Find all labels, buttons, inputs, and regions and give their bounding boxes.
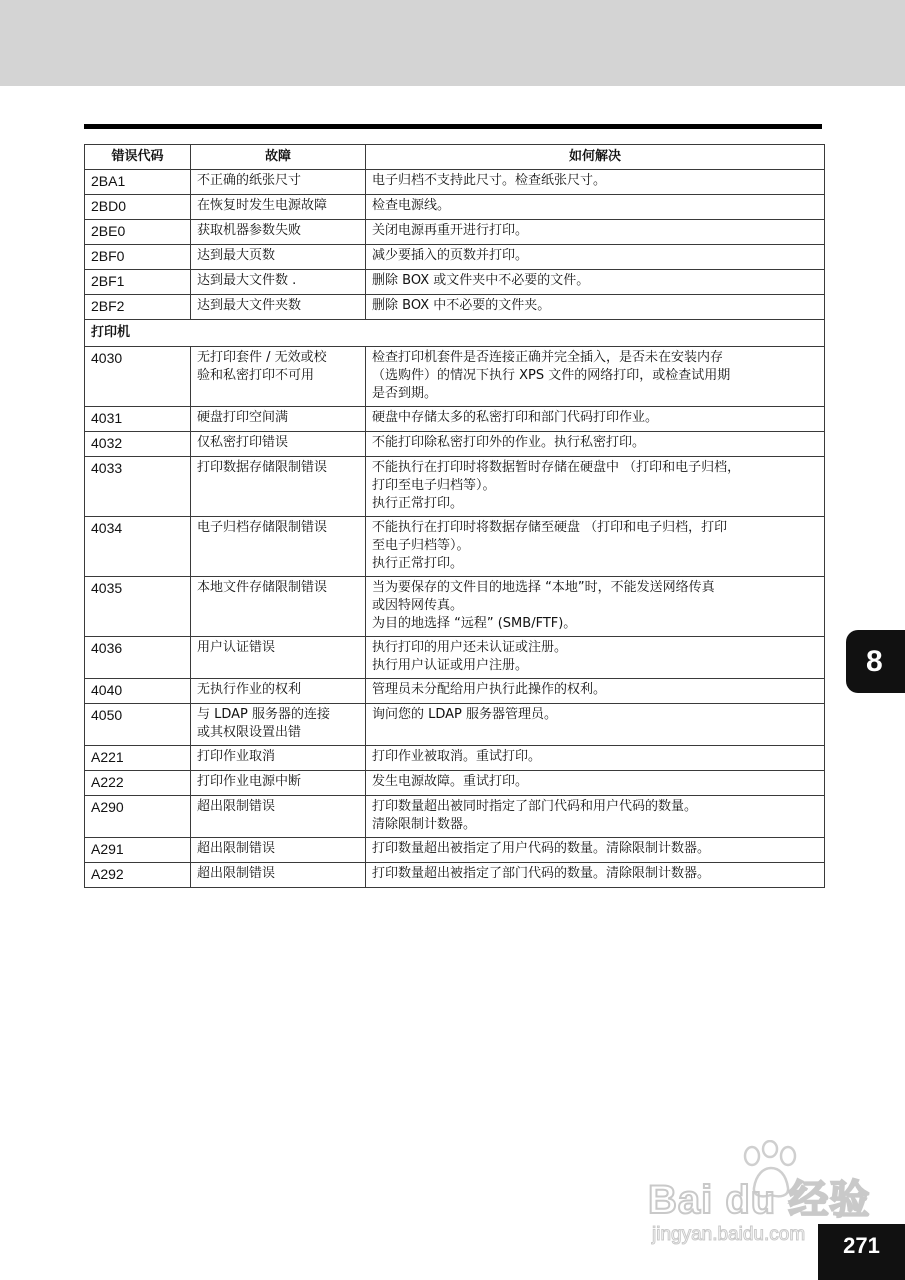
solution-cell: 执行打印的用户还未认证或注册。 执行用户认证或用户注册。 — [366, 637, 825, 679]
error-code-cell: A222 — [85, 771, 191, 796]
fault-cell: 超出限制错误 — [191, 838, 366, 863]
fault-cell: 超出限制错误 — [191, 863, 366, 888]
solution-cell: 不能执行在打印时将数据暂时存储在硬盘中 （打印和电子归档， 打印至电子归档等）。 执行正常打印。 — [366, 457, 825, 517]
error-code-cell: 4050 — [85, 704, 191, 746]
solution-cell: 检查电源线。 — [366, 195, 825, 220]
section-label-printer: 打印机 — [85, 320, 825, 347]
fault-cell: 无打印套件 / 无效或校 验和私密打印不可用 — [191, 347, 366, 407]
solution-cell: 删除 BOX 中不必要的文件夹。 — [366, 295, 825, 320]
solution-cell: 询问您的 LDAP 服务器管理员。 — [366, 704, 825, 746]
table-row — [85, 195, 825, 220]
column-header-solution: 如何解决 — [366, 145, 825, 170]
column-header-code: 错误代码 — [85, 145, 191, 170]
table-row — [85, 771, 825, 796]
solution-cell: 打印数量超出被指定了用户代码的数量。清除限制计数器。 — [366, 838, 825, 863]
solution-cell: 硬盘中存储太多的私密打印和部门代码打印作业。 — [366, 407, 825, 432]
error-code-cell: 4031 — [85, 407, 191, 432]
solution-cell: 删除 BOX 或文件夹中不必要的文件。 — [366, 270, 825, 295]
error-code-cell: 2BF0 — [85, 245, 191, 270]
table-section — [85, 320, 825, 347]
table-row — [85, 220, 825, 245]
watermark-url: jingyan.baidu.com — [652, 1224, 806, 1245]
chapter-tab: 8 — [846, 630, 905, 693]
solution-cell: 发生电源故障。重试打印。 — [366, 771, 825, 796]
table-row — [85, 170, 825, 195]
table-row — [85, 432, 825, 457]
table-row — [85, 679, 825, 704]
fault-cell: 与 LDAP 服务器的连接 或其权限设置出错 — [191, 704, 366, 746]
table-row — [85, 517, 825, 577]
fault-cell: 用户认证错误 — [191, 637, 366, 679]
solution-cell: 检查打印机套件是否连接正确并完全插入，是否未在安装内存 （选购件）的情况下执行 XPS 文件的网络打印，或检查试用期 是否到期。 — [366, 347, 825, 407]
table-body-top — [85, 170, 825, 320]
error-code-cell: 4040 — [85, 679, 191, 704]
table-row — [85, 270, 825, 295]
fault-cell: 超出限制错误 — [191, 796, 366, 838]
error-code-cell: A291 — [85, 838, 191, 863]
table-row — [85, 407, 825, 432]
table-body-printer — [85, 347, 825, 888]
fault-cell: 打印数据存储限制错误 — [191, 457, 366, 517]
error-code-cell: 4033 — [85, 457, 191, 517]
table-row — [85, 838, 825, 863]
solution-cell: 不能执行在打印时将数据存储至硬盘 （打印和电子归档，打印 至电子归档等）。 执行正常打印。 — [366, 517, 825, 577]
error-code-cell: 4030 — [85, 347, 191, 407]
solution-cell: 减少要插入的页数并打印。 — [366, 245, 825, 270]
fault-cell: 在恢复时发生电源故障 — [191, 195, 366, 220]
fault-cell: 打印作业取消 — [191, 746, 366, 771]
table-row — [85, 796, 825, 838]
error-code-cell: A292 — [85, 863, 191, 888]
fault-cell: 仅私密打印错误 — [191, 432, 366, 457]
fault-cell: 本地文件存储限制错误 — [191, 577, 366, 637]
fault-cell: 获取机器参数失败 — [191, 220, 366, 245]
watermark-brand: Bai du 经验 — [648, 1178, 871, 1222]
table-row — [85, 746, 825, 771]
header-rule — [84, 124, 822, 129]
table-row — [85, 704, 825, 746]
table-row — [85, 295, 825, 320]
table-row — [85, 863, 825, 888]
header-band — [0, 0, 905, 86]
fault-cell: 达到最大文件数 . — [191, 270, 366, 295]
error-code-cell: 2BF2 — [85, 295, 191, 320]
error-code-cell: A290 — [85, 796, 191, 838]
solution-cell: 电子归档不支持此尺寸。检查纸张尺寸。 — [366, 170, 825, 195]
fault-cell: 硬盘打印空间满 — [191, 407, 366, 432]
table-header-row — [85, 145, 825, 170]
solution-cell: 打印数量超出被指定了部门代码的数量。清除限制计数器。 — [366, 863, 825, 888]
section-row — [85, 320, 825, 347]
solution-cell: 当为要保存的文件目的地选择 “本地”时，不能发送网络传真 或因特网传真。 为目的地选择 “远程” (SMB/FTF)。 — [366, 577, 825, 637]
error-code-cell: 4034 — [85, 517, 191, 577]
table-row — [85, 245, 825, 270]
error-code-table — [84, 144, 825, 888]
solution-cell: 管理员未分配给用户执行此操作的权利。 — [366, 679, 825, 704]
table-row — [85, 637, 825, 679]
error-code-cell: 4035 — [85, 577, 191, 637]
fault-cell: 无执行作业的权利 — [191, 679, 366, 704]
error-code-cell: 2BF1 — [85, 270, 191, 295]
fault-cell: 达到最大页数 — [191, 245, 366, 270]
page-number: 271 — [818, 1224, 905, 1280]
solution-cell: 关闭电源再重开进行打印。 — [366, 220, 825, 245]
table-row — [85, 347, 825, 407]
column-header-fault: 故障 — [191, 145, 366, 170]
error-code-cell: A221 — [85, 746, 191, 771]
error-code-cell: 4036 — [85, 637, 191, 679]
solution-cell: 不能打印除私密打印外的作业。执行私密打印。 — [366, 432, 825, 457]
error-code-cell: 2BE0 — [85, 220, 191, 245]
fault-cell: 达到最大文件夹数 — [191, 295, 366, 320]
error-code-cell: 4032 — [85, 432, 191, 457]
paw-logo-icon — [734, 1140, 810, 1202]
error-code-cell: 2BD0 — [85, 195, 191, 220]
table-row — [85, 457, 825, 517]
table-row — [85, 577, 825, 637]
solution-cell: 打印数量超出被同时指定了部门代码和用户代码的数量。 清除限制计数器。 — [366, 796, 825, 838]
fault-cell: 打印作业电源中断 — [191, 771, 366, 796]
fault-cell: 不正确的纸张尺寸 — [191, 170, 366, 195]
error-code-cell: 2BA1 — [85, 170, 191, 195]
fault-cell: 电子归档存储限制错误 — [191, 517, 366, 577]
solution-cell: 打印作业被取消。重试打印。 — [366, 746, 825, 771]
